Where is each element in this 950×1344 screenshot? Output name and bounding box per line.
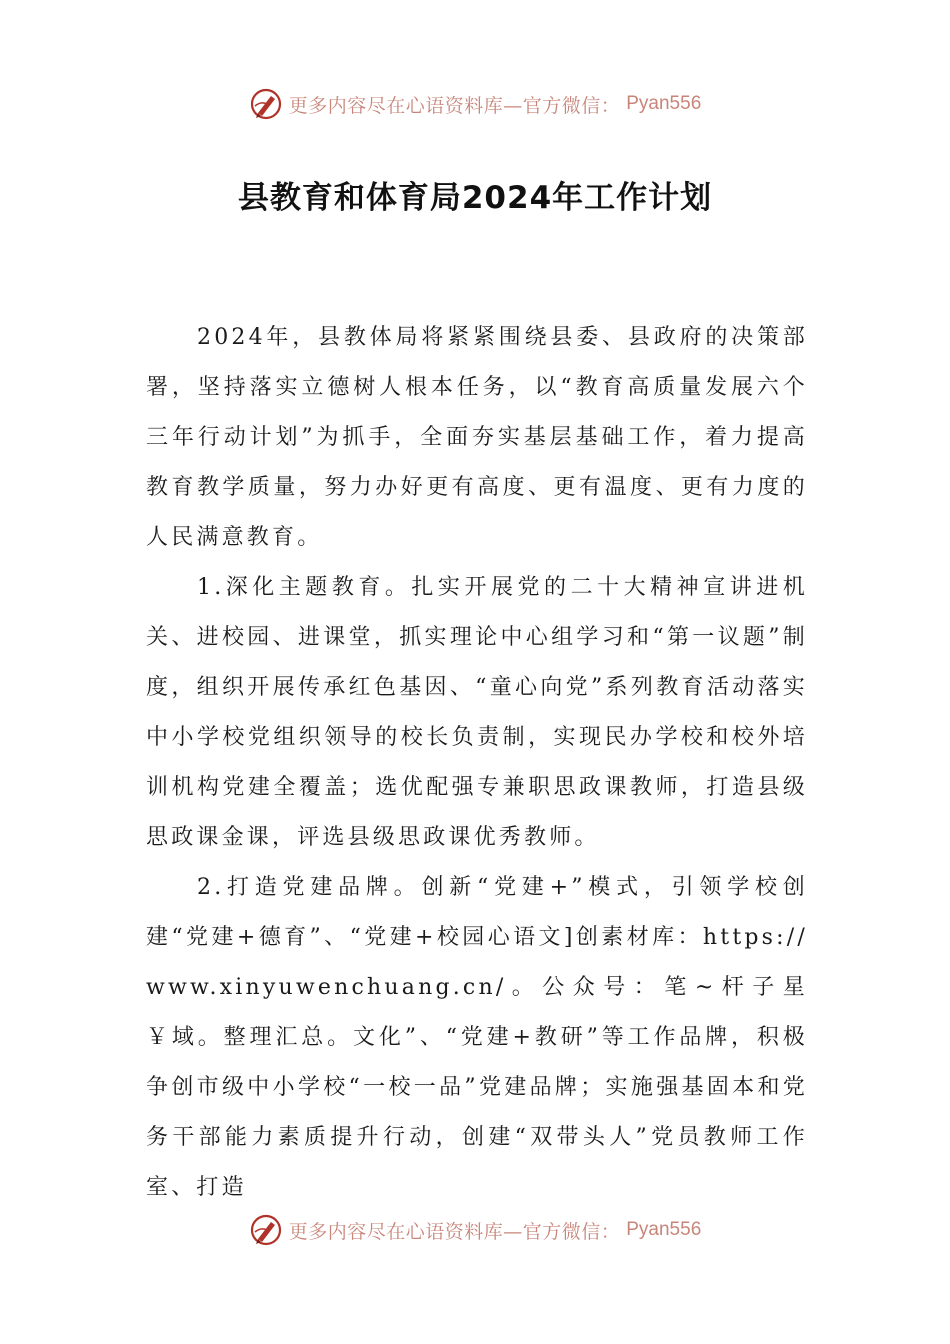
- paragraph-theme-education: 1.深化主题教育。扎实开展党的二十大精神宣讲进机关、进校园、进课堂，抓实理论中心组学习和“第一议题”制度，组织开展传承红色基因、“童心向党”系列教育活动落实中小学校党组织领导的校长负责制，实现民办学校和校外培训机构党建全覆盖；选优配强专兼职思政课教师，打造县级思政课金课，评选县级思政课优秀教师。: [146, 575, 808, 850]
- watermark-footer: [0, 1210, 950, 1250]
- paragraph-party-brand: 2.打造党建品牌。创新“党建+”模式，引领学校创建“党建+德育”、“党建+校园心语文]创素材库：https://www.xinyuwenchuang.cn/。公众号：笔~杆子星￥域。整理汇总。文化”、“党建+教研”等工作品牌，积极争创市级中小学校“一校一品”党建品牌；实施强基固本和党务干部能力素质提升行动，创建“双带头人”党员教师工作室、打造: [146, 875, 808, 1200]
- paragraph-intro: 2024年，县教体局将紧紧围绕县委、县政府的决策部署，坚持落实立德树人根本任务，以“教育高质量发展六个三年行动计划”为抓手，全面夯实基层基础工作，着力提高教育教学质量，努力办好更有高度、更有温度、更有力度的人民满意教育。: [146, 325, 808, 550]
- pen-logo-icon: [249, 87, 283, 121]
- pen-logo-icon: [249, 1213, 283, 1247]
- watermark-text: 更多内容尽在心语资料库—官方微信：: [288, 94, 621, 117]
- watermark-header: [0, 84, 950, 124]
- document-body: [146, 313, 808, 1213]
- watermark-text: 更多内容尽在心语资料库—官方微信：: [288, 1220, 621, 1243]
- watermark-wechat-id: Pyan556: [626, 1219, 702, 1240]
- document-title: 县教育和体育局2024年工作计划: [237, 180, 713, 216]
- watermark-wechat-id: Pyan556: [626, 93, 702, 114]
